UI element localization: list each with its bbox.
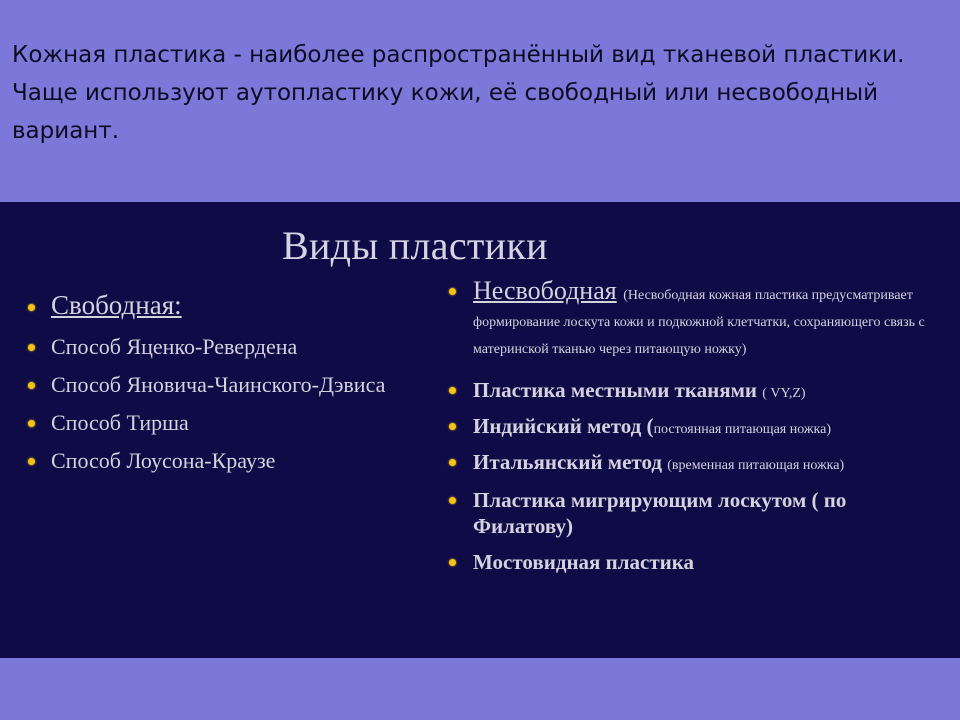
slide-title: Виды пластики xyxy=(282,223,548,268)
list-item: Способ Лоусона-Краузе xyxy=(25,444,405,478)
bullet-icon xyxy=(28,458,35,465)
intro-text: Кожная пластика - наиболее распространённый вид тканевой пластики. Чаще используют аутопластику кожи, её свободный или несвободный вариант. xyxy=(12,42,905,144)
slide-image-panel xyxy=(0,202,960,658)
bullet-icon xyxy=(28,420,35,427)
bullet-icon xyxy=(449,423,456,430)
bullet-icon xyxy=(449,497,456,504)
list-item: Способ Яновича-Чаинского-Дэвиса xyxy=(25,368,405,402)
nonfree-plasty-note: (Несвободная кожная пластика предусматривает формирование лоскута кожи и подкожной клетчатки, сохраняющего связь с материнской тканью через питающую ножку) xyxy=(473,288,925,357)
list-item: Пластика мигрирующим лоскутом ( по Филатову) xyxy=(447,487,947,539)
bullet-icon xyxy=(28,382,35,389)
nonfree-plasty-list xyxy=(447,276,947,583)
bullet-icon xyxy=(449,559,456,566)
bullet-icon xyxy=(449,387,456,394)
list-item: Способ Тирша xyxy=(25,406,405,440)
bullet-icon xyxy=(28,304,35,311)
list-item: Способ Яценко-Ревердена xyxy=(25,330,405,364)
bullet-icon xyxy=(449,459,456,466)
bullet-icon xyxy=(28,344,35,351)
list-item: Итальянский метод (временная питающая ножка) xyxy=(447,449,947,477)
free-plasty-heading: Свободная: xyxy=(25,288,405,322)
list-item: Индийский метод (постоянная питающая ножка) xyxy=(447,413,947,441)
list-item: Мостовидная пластика xyxy=(447,549,947,575)
list-item: Пластика местными тканями ( VY,Z) xyxy=(447,377,947,405)
free-plasty-list xyxy=(25,288,405,482)
nonfree-plasty-heading: Несвободная (Несвободная кожная пластика предусматривает формирование лоскута кожи и подкожной клетчатки, сохраняющего связь с материнской тканью через питающую ножку) xyxy=(447,280,947,361)
bullet-icon xyxy=(449,288,456,295)
